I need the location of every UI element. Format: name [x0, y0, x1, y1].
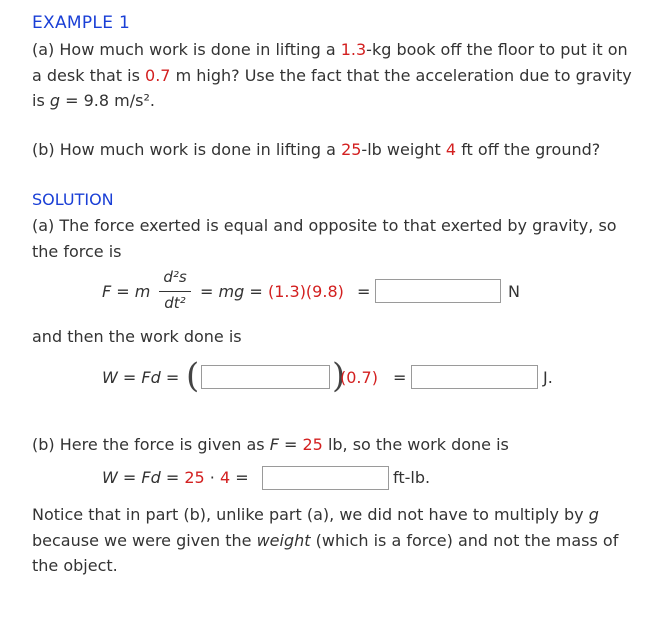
force-factor-values: (1.3)(9.8): [268, 282, 344, 301]
force-answer-input[interactable]: [375, 279, 501, 303]
work-b-answer-input[interactable]: [262, 466, 389, 490]
weight-value: 25: [341, 140, 362, 159]
solution-part-b-text: (b) Here the force is given as F = 25 lb, so the work done is: [32, 435, 509, 454]
work-distance-value: (0.7): [340, 368, 378, 387]
fraction-numerator: d²s: [163, 268, 187, 286]
force-lhs: F = m: [102, 282, 151, 301]
example-title: EXAMPLE 1: [32, 13, 131, 33]
work-answer-input[interactable]: [411, 365, 538, 389]
fraction-denominator: dt²: [164, 294, 186, 312]
work-factor-input[interactable]: [201, 365, 330, 389]
work-equals: =: [393, 368, 407, 387]
solution-part-a-text: (a) The force exerted is equal and opposite to that exerted by gravity, so the force is: [32, 216, 617, 261]
right-paren: ): [332, 356, 346, 396]
force-equals: =: [357, 282, 371, 301]
solution-title: SOLUTION: [32, 190, 114, 209]
notice-paragraph: Notice that in part (b), unlike part (a), we did not have to multiply by g because we were given the weight (which is a force) and not the mass of the object.: [32, 505, 619, 575]
mass-value: 1.3: [340, 40, 367, 59]
height-value: 0.7: [145, 65, 171, 85]
work-b-expression: W = Fd = 25 · 4 =: [102, 468, 249, 487]
work-lhs: W = Fd =: [102, 368, 180, 387]
force-mid: = mg =: [200, 282, 263, 301]
force-b-value: 25: [302, 435, 323, 454]
left-paren: (: [186, 356, 200, 396]
example-part-b: (b) How much work is done in lifting a 25-lb weight 4 ft off the ground?: [32, 140, 601, 159]
distance-value: 4: [445, 140, 457, 159]
example-part-a: (a) How much work is done in lifting a 1.3-kg book off the floor to put it on a desk that is 0.7 m high? Use the fact that the acceleration due to gravity is g = 9.8 m/s².: [32, 40, 632, 110]
work-text: and then the work done is: [32, 327, 242, 346]
work-b-unit: ft-lb.: [393, 468, 431, 487]
work-unit: J.: [543, 368, 553, 387]
force-unit: N: [508, 282, 520, 301]
fraction-bar: [159, 291, 191, 292]
